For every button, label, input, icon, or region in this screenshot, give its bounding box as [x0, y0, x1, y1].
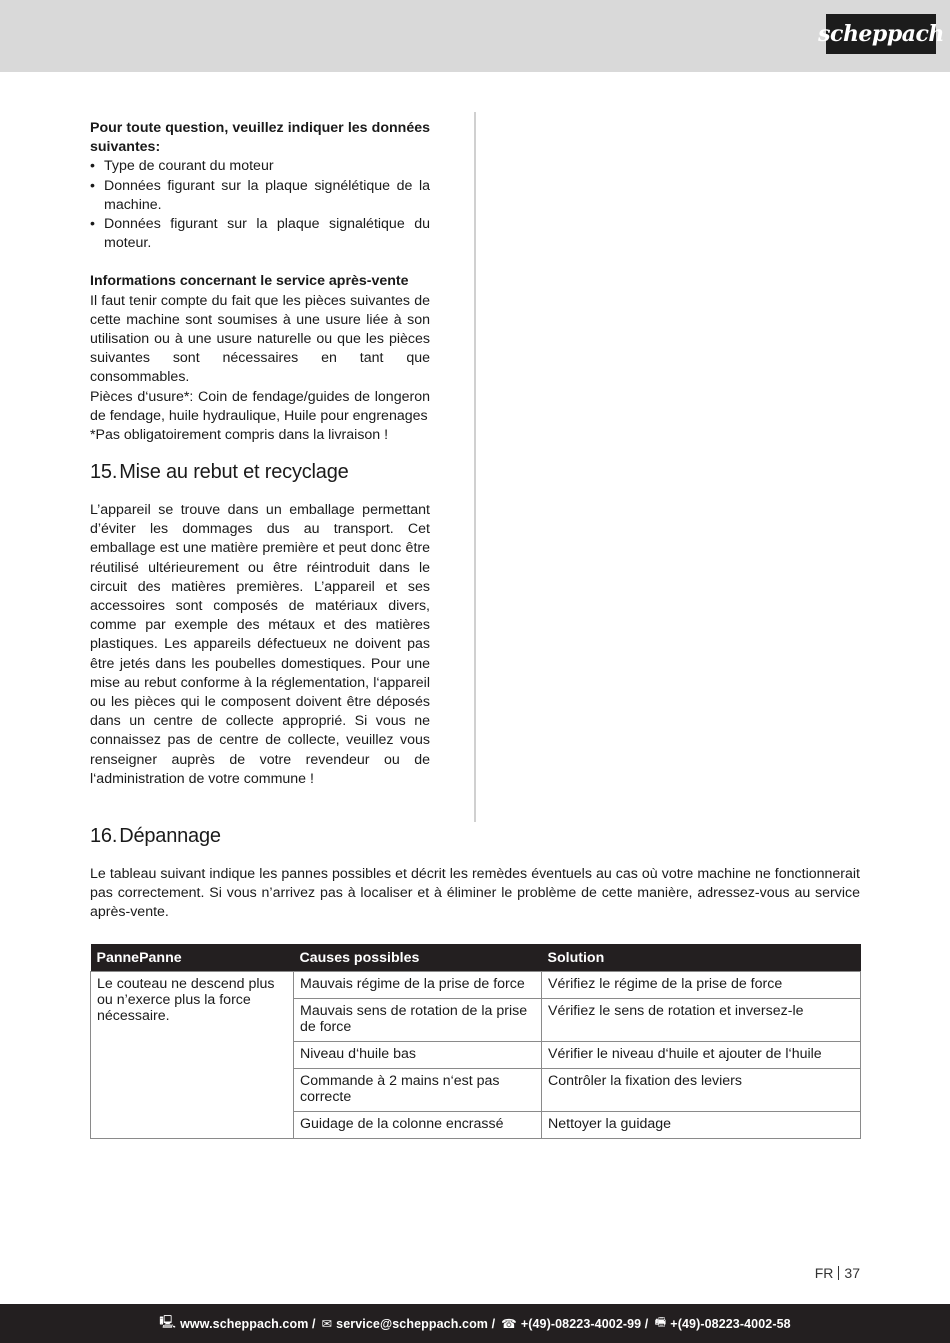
- section-15-heading: Mise au rebut et recyclage: [119, 461, 349, 483]
- section-15-title: [90, 461, 349, 484]
- list-item: • Données figurant sur la plaque signélétique de la machine.: [90, 177, 430, 215]
- table-header-row: [91, 944, 861, 972]
- troubleshooting-table: [90, 944, 861, 1139]
- page-number-value: 37: [844, 1265, 860, 1281]
- solution-cell: Nettoyer la guidage: [542, 1112, 861, 1139]
- cause-cell: Guidage de la colonne encrassé: [294, 1112, 542, 1139]
- fax-icon: 🖷: [654, 1315, 667, 1329]
- cause-cell: Mauvais régime de la prise de force: [294, 972, 542, 999]
- list-item: • Données figurant sur la plaque signalétique du moteur.: [90, 215, 430, 253]
- column-divider: [474, 112, 476, 822]
- envelope-icon: ✉: [321, 1317, 333, 1331]
- section-16-intro: Le tableau suivant indique les pannes possibles et décrit les remèdes éventuels au cas où votre machine ne fonctionnerait pas correctement. Si vous n’arrivez pas à localiser et à éliminer le problème de cette manière, adressez-vous au service après-vente.: [90, 866, 860, 921]
- question-intro: Pour toute question, veuillez indiquer les données suivantes:: [90, 120, 430, 156]
- list-item: • Type de courant du moteur: [90, 157, 430, 176]
- header-fault: PannePanne: [91, 944, 294, 972]
- phone-icon: ☎: [501, 1317, 517, 1331]
- page-number: [815, 1265, 860, 1281]
- service-heading: Informations concernant le service après-vente: [90, 273, 409, 290]
- fault-cell: Le couteau ne descend plus ou n’exerce plus la force nécessaire.: [91, 972, 294, 1139]
- phone-number: +(49)-08223-4002-99 /: [520, 1316, 649, 1331]
- contact-footer: [0, 1304, 950, 1343]
- cause-cell: Commande à 2 mains n‘est pas correcte: [294, 1069, 542, 1112]
- table-row: [91, 972, 861, 999]
- section-15-body: L’appareil se trouve dans un emballage permettant d’éviter les dommages dus au transport. Cet emballage est une matière première et peut donc être réutilisé ultérieurement ou être réintroduit dans le circuit des matières premières. L’appareil et ses accessoires sont composés de matériaux divers, comme par exemple des métaux et des matières plastiques. Les appareils défectueux ne doivent pas être jetés dans les poubelles domestiques. Pour une mise au rebut conforme à la réglementation, l‘appareil ou les pièces qui le composent doivent être déposés dans un centre de collecte approprié. Si vous ne connaissez pas de centre de collecte, veuillez vous renseigner auprès de votre revendeur ou de l‘administration de votre commune !: [90, 502, 430, 787]
- wear-note: *Pas obligatoirement compris dans la livraison !: [90, 427, 389, 444]
- email-link[interactable]: service@scheppach.com /: [336, 1316, 496, 1331]
- left-column: [90, 119, 430, 445]
- website-link[interactable]: www.scheppach.com /: [180, 1316, 316, 1331]
- section-16-number: 16.: [90, 825, 118, 847]
- computer-icon: 🖳: [159, 1315, 177, 1329]
- section-15-number: 15.: [90, 461, 118, 483]
- solution-cell: Vérifiez le régime de la prise de force: [542, 972, 861, 999]
- service-text: Il faut tenir compte du fait que les pièces suivantes de cette machine sont soumises à une usure liée à son utilisation ou à une usure naturelle ou que les pièces suivantes sont nécessaires en tant que consommables.: [90, 292, 430, 386]
- solution-cell: Contrôler la fixation des leviers: [542, 1069, 861, 1112]
- header-solution: Solution: [542, 944, 861, 972]
- language-code: FR: [814, 1265, 834, 1281]
- header-causes: Causes possibles: [294, 944, 542, 972]
- section-16-heading: Dépannage: [119, 825, 221, 847]
- wear-parts: Pièces d‘usure*: Coin de fendage/guides de longeron de fendage, huile hydraulique, Huile pour engrenages: [90, 388, 430, 424]
- brand-logo: scheppach: [826, 14, 936, 54]
- section-16-title: [90, 825, 221, 848]
- solution-cell: Vérifiez le sens de rotation et inversez-le: [542, 999, 861, 1042]
- question-list: [90, 157, 430, 253]
- cause-cell: Niveau d‘huile bas: [294, 1042, 542, 1069]
- page-header: [0, 0, 950, 72]
- cause-cell: Mauvais sens de rotation de la prise de force: [294, 999, 542, 1042]
- fax-number: +(49)-08223-4002-58: [670, 1316, 791, 1331]
- solution-cell: Vérifier le niveau d‘huile et ajouter de l‘huile: [542, 1042, 861, 1069]
